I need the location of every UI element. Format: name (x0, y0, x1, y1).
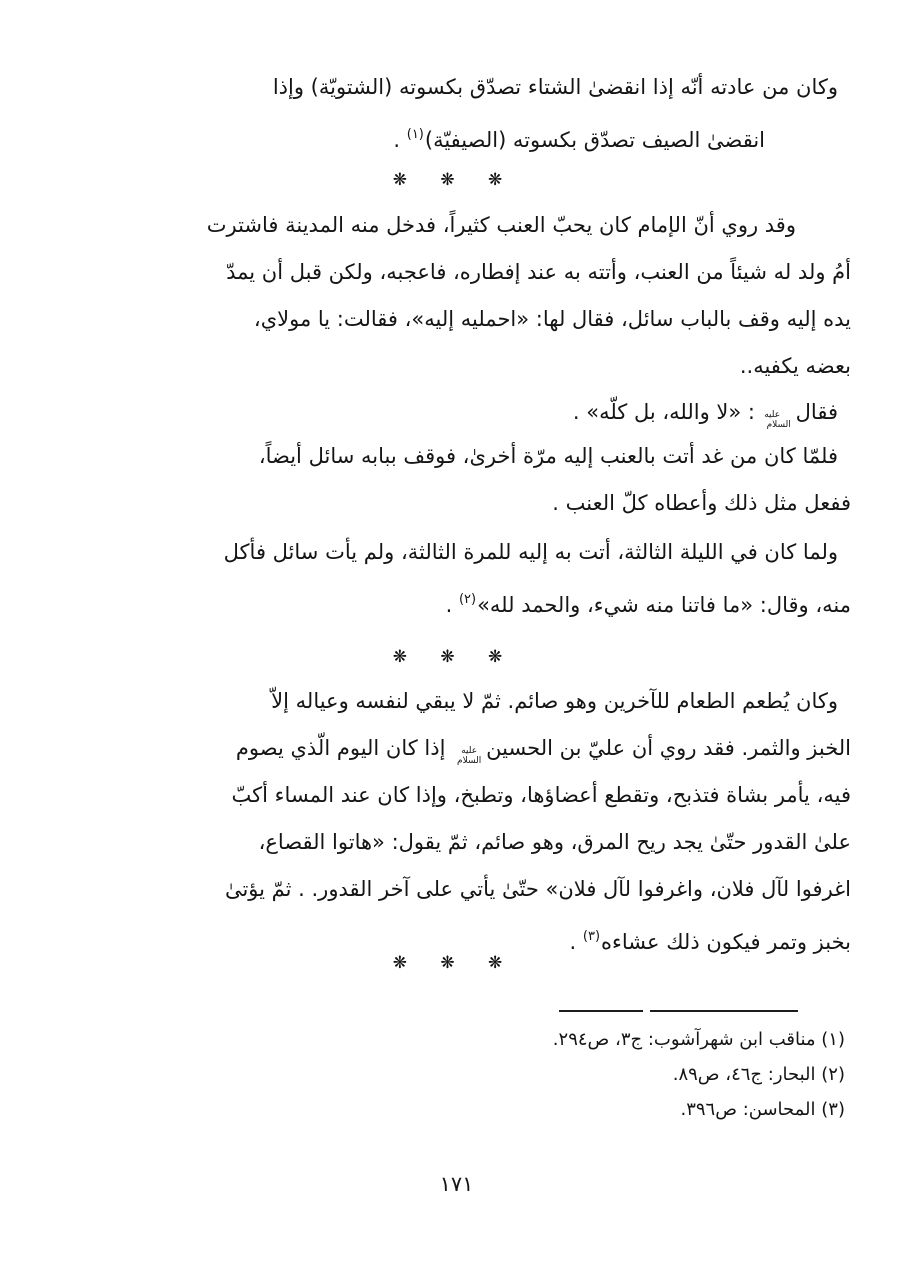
text-line: فلمّا كان من غد أتت بالعنب إليه مرّة أخرىٰ، فوقف ببابه سائل أيضاً، (258, 444, 838, 468)
text-line (58, 389, 851, 436)
footnote-marker: (١) (406, 127, 424, 142)
ornament-asterisks: ❋ ❋ ❋ (392, 647, 517, 667)
line-text: انقضىٰ الصيف تصدّق بكسوته (الصيفيّة) (424, 128, 765, 152)
text-line: ولما كان في الليلة الثالثة، أتت به إليه للمرة الثالثة، ولم يأت سائل فأكل (223, 540, 838, 564)
text-line: يده إليه وقف بالباب سائل، فقال لها: «احمليه إليه»، فقالت: يا مولاي، (253, 307, 851, 331)
paragraph-winter-summer-charity (58, 64, 851, 158)
text-line: وكان يُطعم الطعام للآخرين وهو صائم. ثمّ لا يبقي لنفسه وعياله إلاّ (271, 689, 838, 713)
footnote-marker: (٢) (458, 592, 477, 607)
honorific-mark: عليه السلام (764, 410, 791, 430)
honorific-mark: عليه السلام (457, 746, 482, 766)
paragraph-grapes-story (58, 202, 851, 390)
line-text: . (445, 593, 459, 617)
text-line: فيه، يأمر بشاة فتذبح، وتقطع أعضاؤها، وتطبخ، وإذا كان عند المساء أكبّ (231, 783, 851, 807)
section-separator (58, 941, 851, 985)
line-text: بخبز وتمر فيكون ذلك عشاءه (601, 930, 851, 954)
line-text: إذا كان اليوم الّذي يصوم (235, 736, 453, 760)
footnote-marker: (٣) (582, 929, 601, 944)
footnote-divider (559, 1010, 798, 1012)
line-text: . (393, 128, 407, 152)
section-separator (58, 634, 851, 680)
line-text: : «لا والله، بل كلّه» . (572, 400, 762, 424)
divider-segment (650, 1010, 798, 1012)
line-text: . (569, 930, 583, 954)
text-line: اغرفوا لآل فلان، واغرفوا لآل فلان» حتّىٰ يأتي على آخر القدور. . ثمّ يؤتىٰ (224, 877, 851, 901)
paragraph-third-night (58, 529, 851, 623)
line-text: فقال (795, 400, 838, 424)
line-text: منه، وقال: «ما فاتنا منه شيء، والحمد لله» (477, 593, 851, 617)
text-line (58, 576, 851, 623)
text-line (58, 111, 851, 158)
page-number: ١٧١ (439, 1172, 474, 1196)
section-separator (58, 157, 851, 203)
paragraph-imam-reply (58, 389, 851, 436)
text-line (58, 725, 851, 772)
footnote-item: (٣) المحاسن: ص٣٩٦. (680, 1099, 845, 1120)
text-line: ففعل مثل ذلك وأعطاه كلّ العنب . (552, 491, 851, 515)
text-line: علىٰ القدور حتّىٰ يجد ريح المرق، وهو صائم، ثمّ يقول: «هاتوا القصاع، (258, 830, 851, 854)
paragraph-feeding-others (58, 678, 851, 960)
ornament-asterisks: ❋ ❋ ❋ (392, 170, 517, 190)
paragraph-next-day (58, 433, 851, 527)
ornament-asterisks: ❋ ❋ ❋ (392, 953, 517, 973)
text-line: وكان من عادته أنّه إذا انقضىٰ الشتاء تصدّق بكسوته (الشتويّة) وإذا (272, 75, 838, 99)
footnotes (58, 1022, 845, 1127)
text-line: بعضه يكفيه.. (739, 354, 851, 378)
divider-segment (559, 1010, 643, 1012)
footnote-item: (٢) البحار: ج٤٦، ص٨٩. (672, 1064, 845, 1085)
text-line: وقد روي أنّ الإمام كان يحبّ العنب كثيراً، فدخل منه المدينة فاشترت (206, 213, 796, 237)
line-text: الخبز والثمر. فقد روي أن عليّ بن الحسين (486, 736, 851, 760)
text-line: أمُ ولد له شيئاً من العنب، وأتته به عند إفطاره، فاعجبه، ولكن قبل أن يمدّ (226, 260, 851, 284)
footnote-item: (١) مناقب ابن شهرآشوب: ج٣، ص٢٩٤. (552, 1029, 845, 1050)
